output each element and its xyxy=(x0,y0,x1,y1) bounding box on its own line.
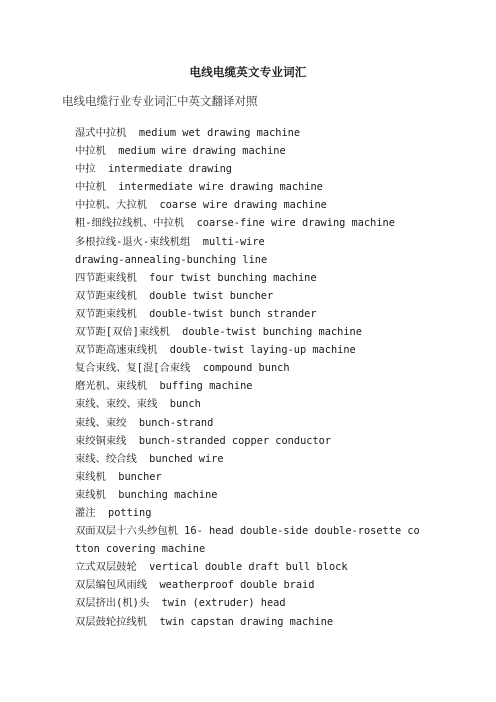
glossary-entry: 中拉机 intermediate wire drawing machine xyxy=(75,181,323,194)
document-subtitle: 电线电缆行业专业词汇中英文翻译对照 xyxy=(62,94,258,108)
glossary-entry: 双面双层十六头纱包机 16- head double-side double-rosette cotton covering machine xyxy=(75,525,420,556)
glossary-entry: drawing-annealing-bunching line xyxy=(75,253,268,266)
glossary-entry: 双节距束线机 double twist buncher xyxy=(75,289,274,302)
glossary-entry: 双节距[双倍]束线机 double-twist bunching machine xyxy=(75,326,362,339)
glossary-entry: 双层鼓轮拉线机 twin capstan drawing machine xyxy=(75,615,334,628)
glossary-entry: 湿式中拉机 medium wet drawing machine xyxy=(75,127,301,139)
glossary-entry: 束绞铜束线 bunch-stranded copper conductor xyxy=(75,434,332,447)
glossary-entry: 粗-细线拉线机、中拉机 coarse-fine wire drawing machine xyxy=(75,217,395,230)
glossary-entry: 束线机 bunching machine xyxy=(75,488,218,501)
glossary-entry: 复合束线、复[混[合束线 compound bunch xyxy=(75,362,290,375)
glossary-entry: 束线机 buncher xyxy=(75,470,162,483)
glossary-entry: 束线、束绞 bunch-strand xyxy=(75,416,214,429)
glossary-entry: 中拉 intermediate drawing xyxy=(75,163,232,176)
glossary-entry: 四节距束线机 four twist bunching machine xyxy=(75,271,317,284)
glossary-entry: 双节距束线机 double-twist bunch strander xyxy=(75,307,317,320)
glossary-entry: 中拉机 medium wire drawing machine xyxy=(75,145,286,158)
glossary-entry: 束线、束绞、束线 bunch xyxy=(75,398,201,411)
glossary-entry: 双节距高速束线机 double-twist laying-up machine xyxy=(75,344,356,357)
glossary-entry: 磨光机、束线机 buffing machine xyxy=(75,380,253,393)
glossary-entry: 中拉机、大拉机 coarse wire drawing machine xyxy=(75,199,327,212)
glossary-entry: 多根拉线-退火-束线机组 multi-wire xyxy=(75,235,265,248)
glossary-entry: 立式双层鼓轮 vertical double draft bull block xyxy=(75,561,348,574)
glossary-entry: 束线、绞合线 bunched wire xyxy=(75,452,224,465)
glossary-list xyxy=(75,124,420,631)
glossary-entry: 灌注 potting xyxy=(75,506,152,519)
glossary-entry: 双层挤出(机)头 twin (extruder) head xyxy=(75,597,286,610)
document-title: 电线电缆英文专业词汇 xyxy=(189,65,307,79)
glossary-entry: 双层编包风雨线 weatherproof double braid xyxy=(75,579,315,592)
